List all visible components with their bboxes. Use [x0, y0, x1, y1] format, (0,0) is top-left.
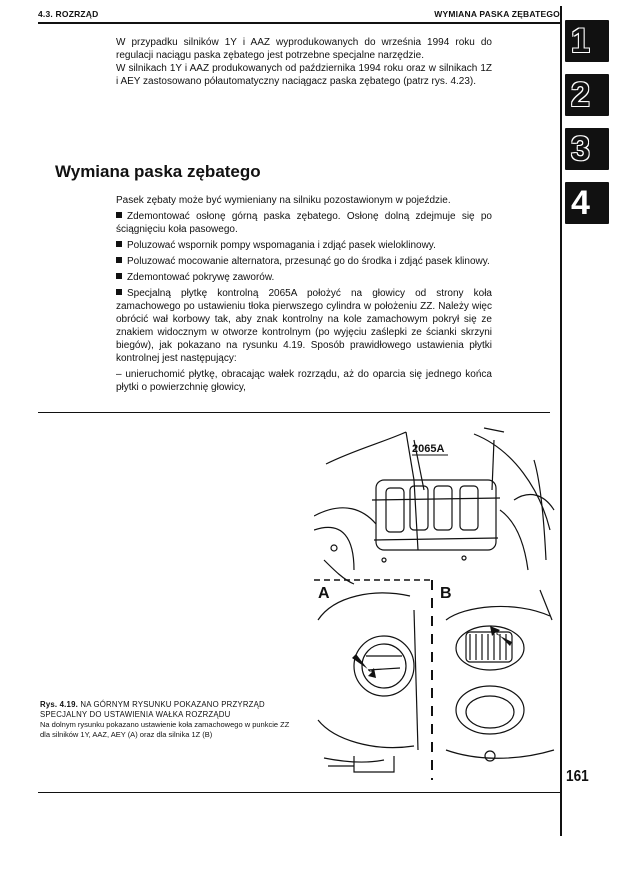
chapter-tab-2: 2 — [565, 74, 609, 116]
caption-text: Na dolnym rysunku pokazano ustawienie koła zamachowego w punkcie ZZ dla silników 1Y, AAZ, AEY (A) oraz dla silnika 1Z (B) — [40, 720, 290, 739]
lead-text: Pasek zębaty może być wymieniany na silniku pozostawionym w pojeździe. — [116, 195, 451, 206]
step-4: Zdemontować pokrywę zaworów. — [116, 271, 492, 284]
bullet-icon — [116, 273, 122, 279]
tool-label: 2065A — [412, 443, 445, 455]
intro-text-2: W silnikach 1Y i AAZ produkowanych od października 1994 roku oraz w silnikach 1Z i AEY zastosowano półautomatyczny naciągacz paska zębatego (patrz rys. 4.23). — [116, 63, 492, 87]
step-1: Zdemontować osłonę górną paska zębatego. Osłonę dolną zdejmuje się po ściągnięciu koła pasowego. — [116, 211, 492, 235]
engine-drawing — [314, 420, 560, 790]
caption-head-text: NA GÓRNYM RYSUNKU POKAZANO PRZYRZĄD SPECJALNY DO USTAWIENIA WAŁKA ROZRZĄDU — [40, 700, 265, 719]
chapter-tab-3: 3 — [565, 128, 609, 170]
caption-ref: Rys. 4.19. — [40, 700, 78, 709]
figure-4-19 — [314, 420, 560, 790]
section-divider — [38, 412, 550, 413]
header-section: 4.3. ROZRZĄD — [38, 9, 99, 19]
page-number: 161 — [566, 768, 589, 785]
step-5: Specjalną płytkę kontrolną 2065A położyć na głowicy od strony koła zamachowego po ustawieniu tłoka pierwszego cylindra w położeniu ZZ. Należy więc obrócić wał korbowy tak, aby znak kontrolny na kole zamachowym pokrył się ze znakiem widocznym w otworze kontrolnym (po wyjęciu zaślepki ze ścianki skrzyni biegów), jak pokazano na rysunku 4.19. Sposób prawidłowego ustawienia płytki kontrolnej jest następujący: — [116, 288, 492, 364]
bullet-icon — [116, 257, 122, 263]
footer-rule — [38, 792, 562, 793]
bullet-icon — [116, 241, 122, 247]
chapter-tab-1: 1 — [565, 20, 609, 62]
bullet-icon — [116, 212, 122, 218]
step-2: Poluzować wspornik pompy wspomagania i zdjąć pasek wieloklinowy. — [116, 239, 492, 252]
bullet-icon — [116, 289, 122, 295]
panel-label-b: B — [440, 585, 452, 602]
margin-rule — [560, 6, 562, 836]
intro-paragraph — [116, 36, 492, 88]
procedure-text — [116, 194, 492, 397]
figure-caption — [40, 700, 298, 740]
step-3: Poluzować mocowanie alternatora, przesunąć go do środka i zdjąć pasek klinowy. — [116, 255, 492, 268]
chapter-tabs — [565, 20, 609, 236]
caption-heading — [40, 700, 298, 720]
section-title: Wymiana paska zębatego — [55, 162, 261, 181]
header-title: WYMIANA PASKA ZĘBATEGO — [434, 9, 560, 19]
chapter-tab-4: 4 — [565, 182, 609, 224]
dash-item: – unieruchomić płytkę, obracając wałek rozrządu, aż do oparcia się jednego końca płytki o powierzchnię głowicy, — [116, 369, 492, 393]
running-header — [38, 6, 560, 24]
intro-text-1: W przypadku silników 1Y i AAZ wyprodukowanych do września 1994 roku do regulacji naciągu paska zębatego jest potrzebne specjalne narzędzie. — [116, 37, 492, 61]
panel-label-a: A — [318, 585, 330, 602]
